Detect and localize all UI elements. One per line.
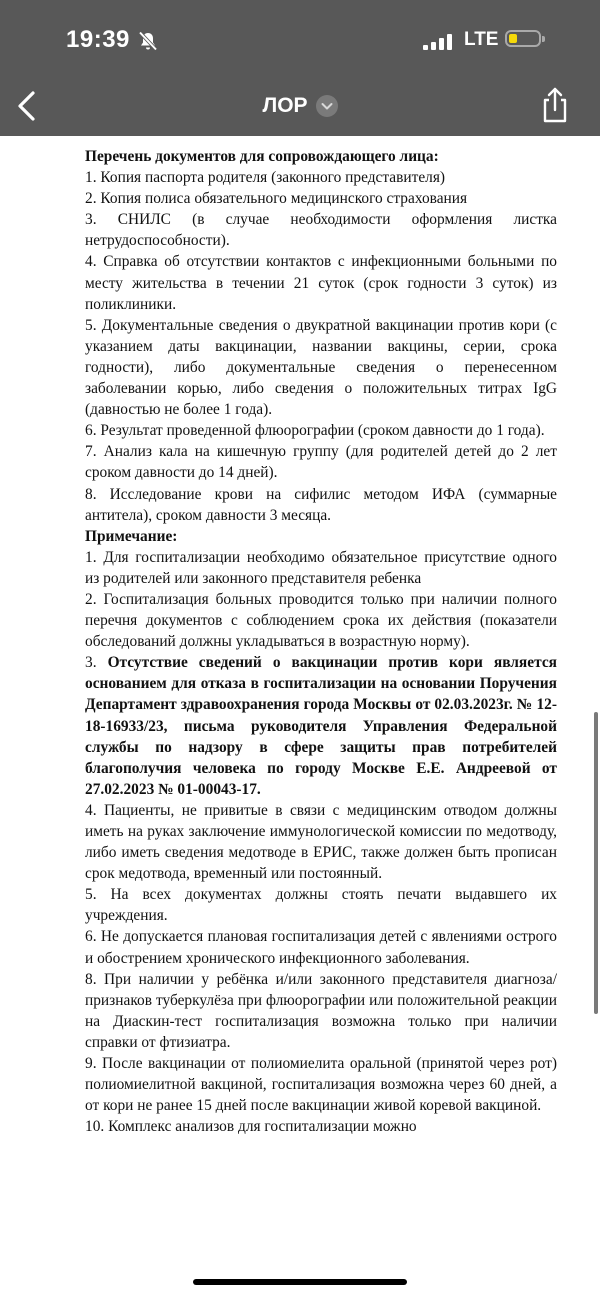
nav-title-area[interactable]	[0, 94, 600, 118]
battery-icon	[505, 30, 541, 47]
document-item-4: 4. Справка об отсутствии контактов с инфекционными больными по месту жительства в течении 21 суток (срок годности 3 суток) из поликлиники.	[85, 253, 557, 313]
note-5: 5. На всех документах должны стоять печати выдавшего их учреждения.	[85, 886, 557, 925]
document-viewer[interactable]	[85, 142, 557, 1300]
note-10: 10. Комплекс анализов для госпитализации можно	[85, 1118, 417, 1136]
note-1: 1. Для госпитализации необходимо обязательное присутствие одного из родителей или законного представителя ребенка	[85, 548, 557, 587]
document-item-6: 6. Результат проведенной флюорографии (сроком давности до 1 года).	[85, 422, 545, 440]
bell-muted-icon	[137, 30, 159, 52]
network-type: LTE	[464, 29, 499, 50]
document-item-3: 3. СНИЛС (в случае необходимости оформления листка нетрудоспособности).	[85, 211, 557, 250]
note-3-bold-text: Отсутствие сведений о вакцинации против кори является основанием для отказа в госпитализации на основании Поручения Департамент здравоохранения города Москвы от 02.03.2023г. № 12-18-16933/23, письма руководителя Управления Федеральной службы по надзору в сфере защиты прав потребителей благополучия человека по городу Москве Е.Е. Андреевой от 27.02.2023 № 01-00043-17.	[85, 654, 557, 798]
document-item-5: 5. Документальные сведения о двукратной вакцинации против кори (с указанием даты вакцинации, названии вакцины, серии, срока годности), либо документальные сведения о перенесенном заболевании корью, либо сведения о положительных титрах IgG (давностью не более 1 года).	[85, 316, 557, 419]
document-item-8: 8. Исследование крови на сифилис методом ИФА (суммарные антитела), сроком давности 3 месяца.	[85, 485, 557, 524]
signal-icon	[423, 34, 455, 50]
status-bar	[0, 26, 600, 56]
note-6: 6. Не допускается плановая госпитализация детей с явлениями острого и обострением хронического инфекционного заболевания.	[85, 928, 557, 967]
document-item-7: 7. Анализ кала на кишечную группу (для родителей детей до 2 лет сроком давности до 14 дней).	[85, 443, 557, 482]
share-icon[interactable]	[540, 86, 570, 124]
app-header	[0, 0, 600, 136]
documents-heading: Перечень документов для сопровождающего лица:	[85, 148, 439, 165]
scroll-indicator[interactable]	[594, 712, 598, 1014]
chevron-down-icon[interactable]	[316, 95, 338, 117]
note-heading: Примечание:	[85, 527, 178, 545]
note-3-number: 3.	[85, 654, 108, 672]
nav-bar	[0, 80, 600, 132]
page-title: ЛОР	[262, 94, 308, 117]
note-2: 2. Госпитализация больных проводится только при наличии полного перечня документов с соблюдением срока их действия (показатели обследований должны укладываться в возрастную норму).	[85, 590, 557, 651]
note-8: 8. При наличии у ребёнка и/или законного представителя диагноза/признаков туберкулёза при флюорографии или положительной реакции на Диаскин-тест госпитализация возможна только при наличии справки от фтизиатра.	[85, 970, 557, 1051]
status-time: 19:39	[66, 26, 130, 53]
note-9: 9. После вакцинации от полиомиелита оральной (принятой через рот) полиомиелитной вакциной, госпитализация возможна через 60 дней, а от кори не ранее 15 дней после вакцинации живой коревой вакциной.	[85, 1055, 557, 1115]
document-item-1: 1. Копия паспорта родителя (законного представителя)	[85, 169, 446, 187]
document-item-2: 2. Копия полиса обязательного медицинского страхования	[85, 190, 468, 208]
home-indicator[interactable]	[193, 1279, 407, 1285]
note-4: 4. Пациенты, не привитые в связи с медицинским отводом должны иметь на руках заключение иммунологической комиссии по медотводу, либо иметь сведения медотводе в ЕРИС, также должен быть прописан срок медотвода, временный или постоянный.	[85, 801, 557, 883]
note-3	[85, 652, 557, 800]
